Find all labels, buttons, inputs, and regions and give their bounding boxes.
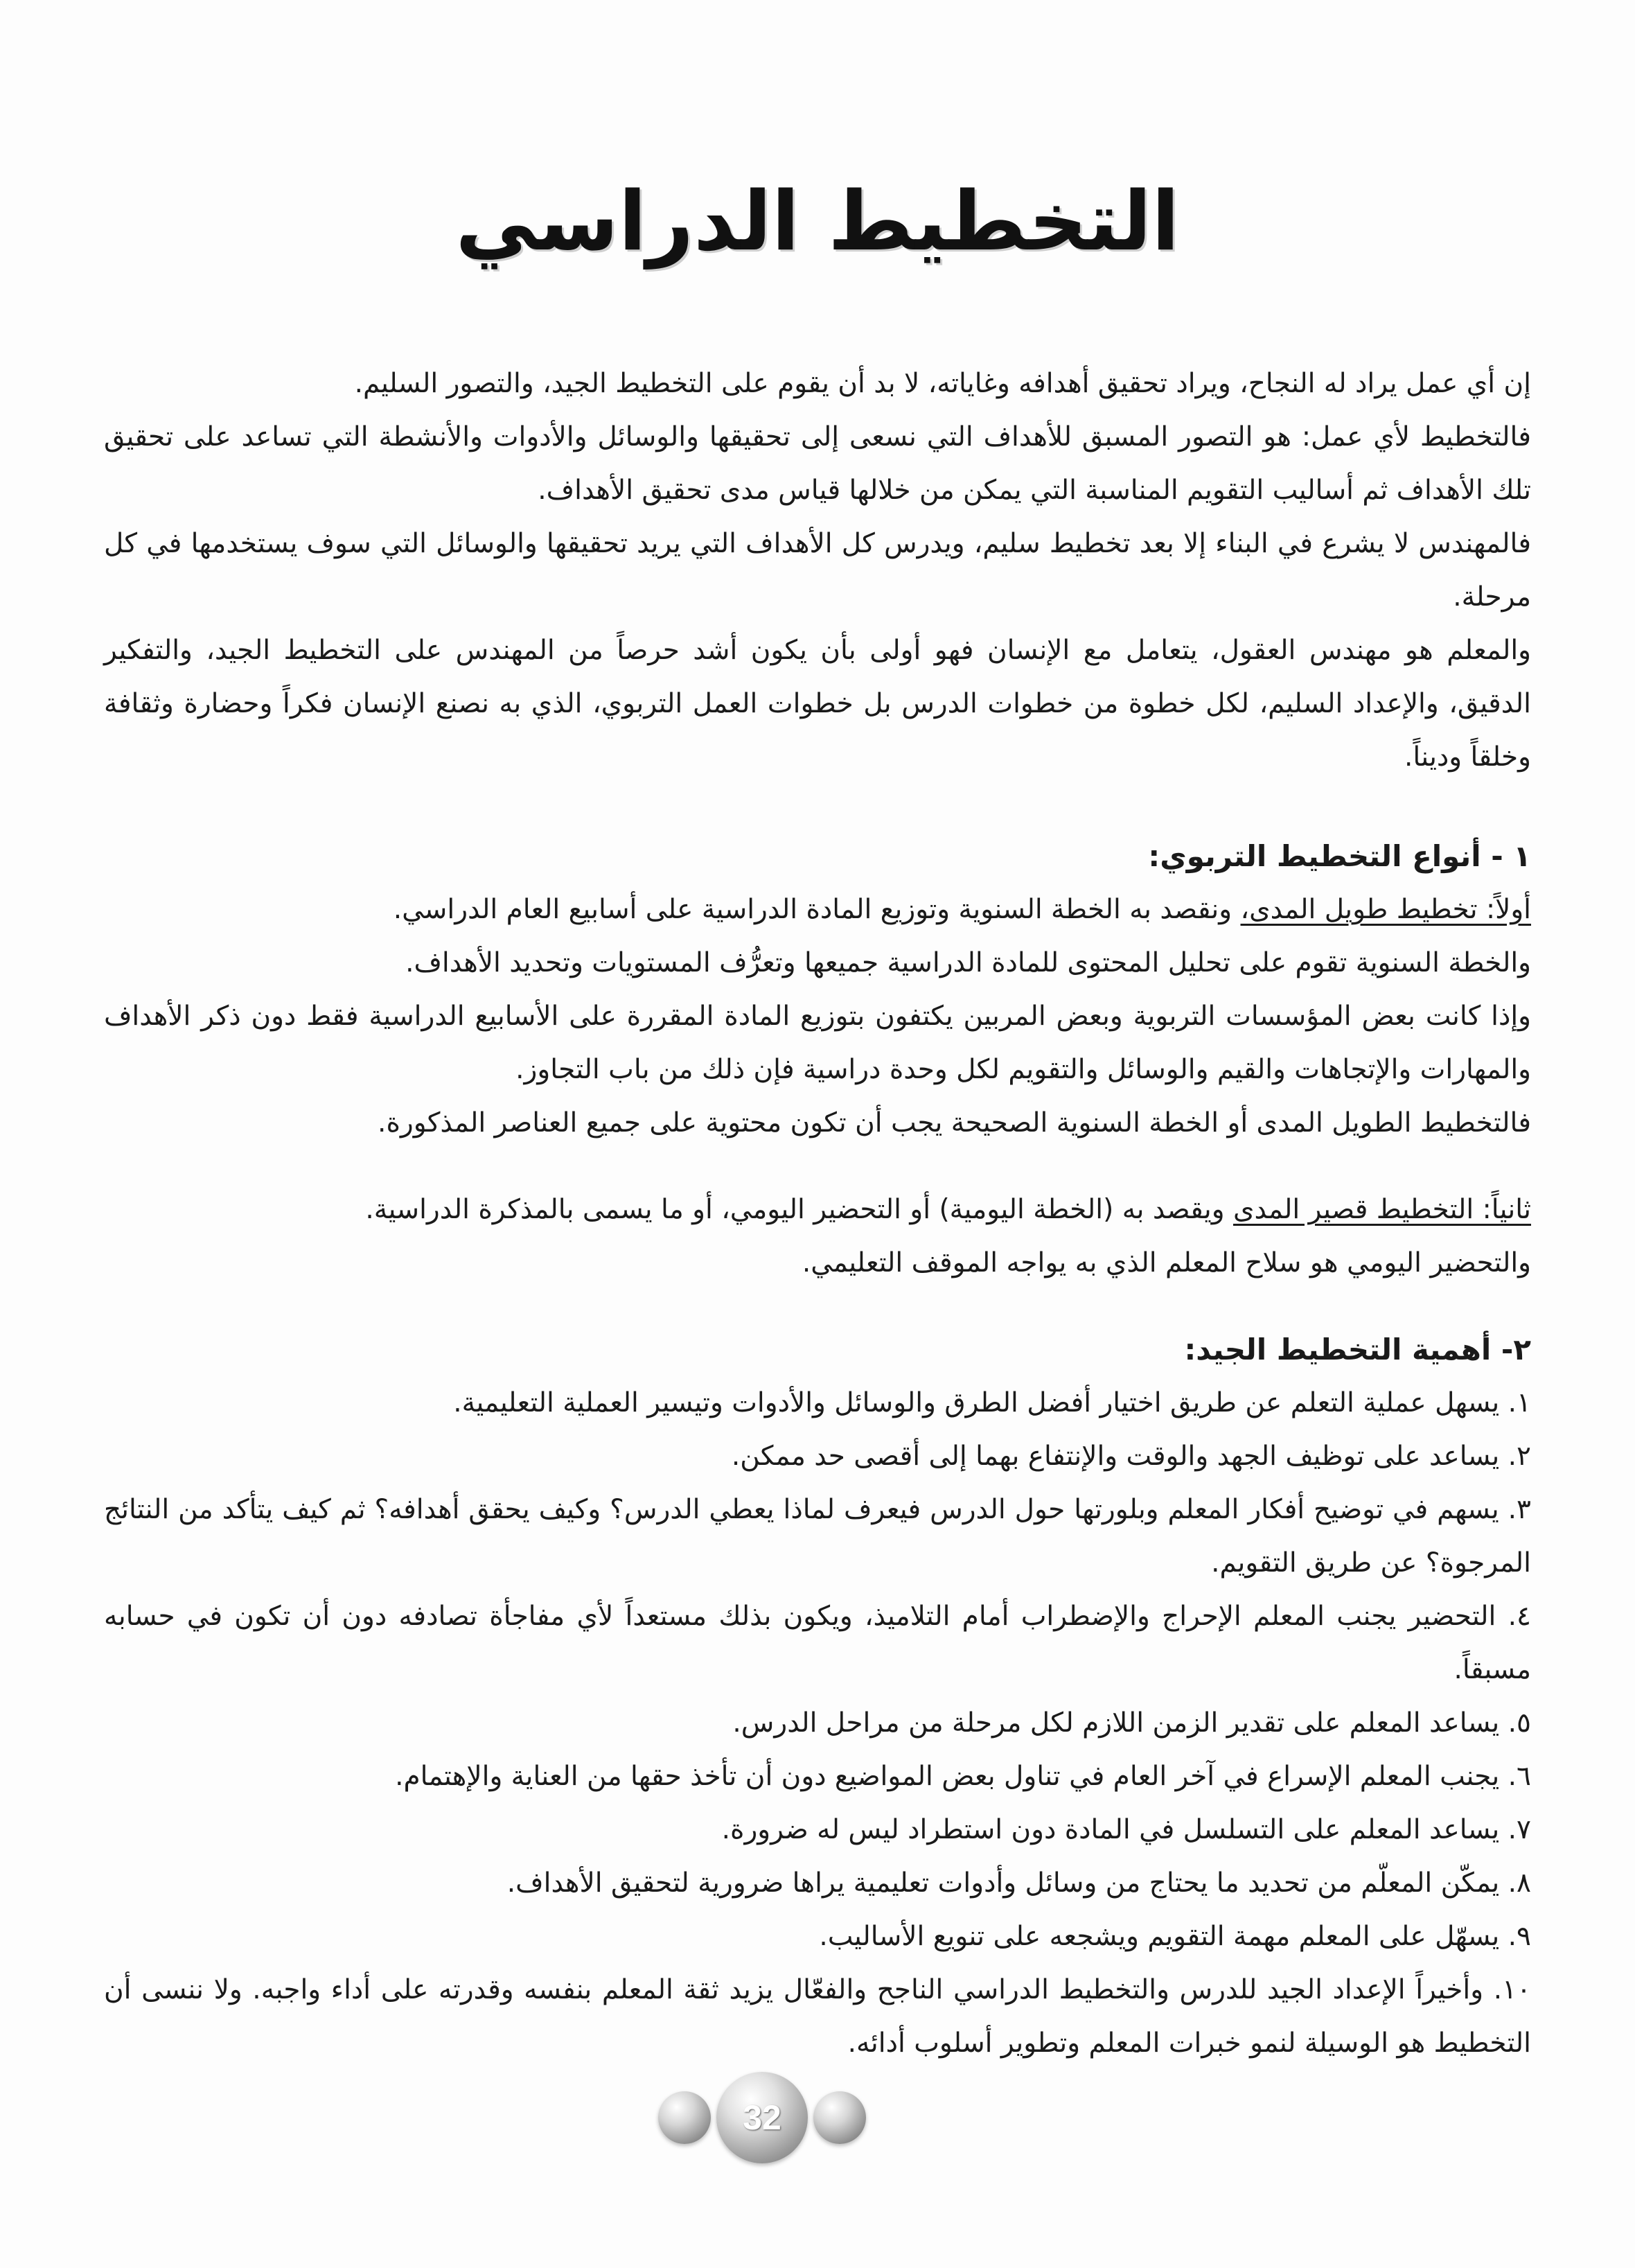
intro-paragraph: والمعلم هو مهندس العقول، يتعامل مع الإنسان فهو أولى بأن يكون أشد حرصاً من المهندس على التخطيط الجيد، والتفكير الدقيق، والإعداد السليم، لكل خطوة من خطوات الدرس بل خطوات العمل التربوي، الذي به نصنع الإنسان فكراً وحضارة وثقافة وخلقاً وديناً. xyxy=(104,635,1531,773)
page-number: 32 xyxy=(743,2098,781,2137)
page-title: التخطيط الدراسي xyxy=(455,173,1180,269)
intro-paragraph: إن أي عمل يراد له النجاح، ويراد تحقيق أهدافه وغاياته، لا بد أن يقوم على التخطيط الجيد، والتصور السليم. xyxy=(354,368,1531,399)
list-item: ٢. يساعد على توظيف الجهد والوقت والإنتفاع بهما إلى أقصى حد ممكن. xyxy=(731,1441,1531,1472)
long-term-text: ونقصد به الخطة السنوية وتوزيع المادة الدراسية على أسابيع العام الدراسي. xyxy=(393,894,1241,925)
section-heading-importance: ٢- أهمية التخطيط الجيد: xyxy=(1184,1333,1531,1366)
section-heading-types: ١ - أنواع التخطيط التربوي: xyxy=(1148,839,1531,873)
list-item: ٨. يمكّن المعلّم من تحديد ما يحتاج من وسائل وأدوات تعليمية يراها ضرورية لتحقيق الأهداف. xyxy=(506,1867,1531,1899)
decorative-sphere-icon xyxy=(813,2091,866,2144)
list-item: ٣. يسهم في توضيح أفكار المعلم وبلورتها حول الدرس فيعرف لماذا يعطي الدرس؟ وكيف يحقق أهدافه؟ ثم كيف يتأكد من النتائج المرجوة؟ عن طريق التقويم. xyxy=(104,1494,1531,1579)
list-item: ٩. يسهّل على المعلم مهمة التقويم ويشجعه على تنويع الأساليب. xyxy=(819,1921,1531,1952)
intro-section xyxy=(104,357,1531,784)
body-paragraph: وإذا كانت بعض المؤسسات التربوية وبعض المربين يكتفون بتوزيع المادة المقررة على الأسابيع الدراسية فقط دون ذكر الأهداف والمهارات والإتجاهات والقيم والوسائل والتقويم لكل وحدة دراسية فإن ذلك من باب التجاوز. xyxy=(104,1001,1531,1085)
body-paragraph: فالتخطيط الطويل المدى أو الخطة السنوية الصحيحة يجب أن تكون محتوية على جميع العناصر المذكورة. xyxy=(378,1107,1531,1139)
short-term-label: ثانياً: التخطيط قصير المدى xyxy=(1232,1194,1531,1225)
list-item: ٥. يساعد المعلم على تقدير الزمن اللازم لكل مرحلة من مراحل الدرس. xyxy=(732,1707,1531,1739)
body-paragraph: والتحضير اليومي هو سلاح المعلم الذي به يواجه الموقف التعليمي. xyxy=(802,1247,1531,1278)
main-content xyxy=(104,357,1531,2070)
list-item: ٧. يساعد المعلم على التسلسل في المادة دون استطراد ليس له ضرورة. xyxy=(721,1814,1531,1845)
list-item: ١٠. وأخيراً الإعداد الجيد للدرس والتخطيط الدراسي الناجح والفعّال يزيد ثقة المعلم بنفسه وقدرته على أداء واجبه. ولا ننسى أن التخطيط هو الوسيلة لنمو خبرات المعلم وتطوير أسلوب أدائه. xyxy=(104,1974,1531,2059)
intro-paragraph: فالمهندس لا يشرع في البناء إلا بعد تخطيط سليم، ويدرس كل الأهداف التي يريد تحقيقها والوسائل التي سوف يستخدمها في كل مرحلة. xyxy=(104,528,1531,613)
long-term-paragraph xyxy=(104,883,1531,936)
list-item: ٦. يجنب المعلم الإسراع في آخر العام في تناول بعض المواضيع دون أن تأخذ حقها من العناية والإهتمام. xyxy=(395,1761,1531,1792)
decorative-sphere-icon xyxy=(658,2091,711,2144)
short-term-paragraph xyxy=(104,1183,1531,1236)
list-item: ٤. التحضير يجنب المعلم الإحراج والإضطراب أمام التلاميذ، ويكون بذلك مستعداً لأي مفاجأة تصادفه دون أن تكون في حسابه مسبقاً. xyxy=(104,1601,1531,1685)
importance-list xyxy=(104,1376,1531,2070)
body-paragraph: والخطة السنوية تقوم على تحليل المحتوى للمادة الدراسية جميعها وتعرُّف المستويات وتحديد الأهداف. xyxy=(405,947,1531,978)
short-term-text: ويقصد به (الخطة اليومية) أو التحضير اليومي، أو ما يسمى بالمذكرة الدراسية. xyxy=(365,1194,1233,1225)
list-item: ١. يسهل عملية التعلم عن طريق اختيار أفضل الطرق والوسائل والأدوات وتيسير العملية التعليمية. xyxy=(453,1387,1531,1418)
long-term-label: أولاً: تخطيط طويل المدى، xyxy=(1240,894,1531,925)
page-number-badge xyxy=(658,2072,866,2155)
intro-paragraph: فالتخطيط لأي عمل: هو التصور المسبق للأهداف التي نسعى إلى تحقيقها والوسائل والأدوات والأنشطة التي تساعد على تحقيق تلك الأهداف ثم أساليب التقويم المناسبة التي يمكن من خلالها قياس مدى تحقيق الأهداف. xyxy=(104,421,1531,506)
